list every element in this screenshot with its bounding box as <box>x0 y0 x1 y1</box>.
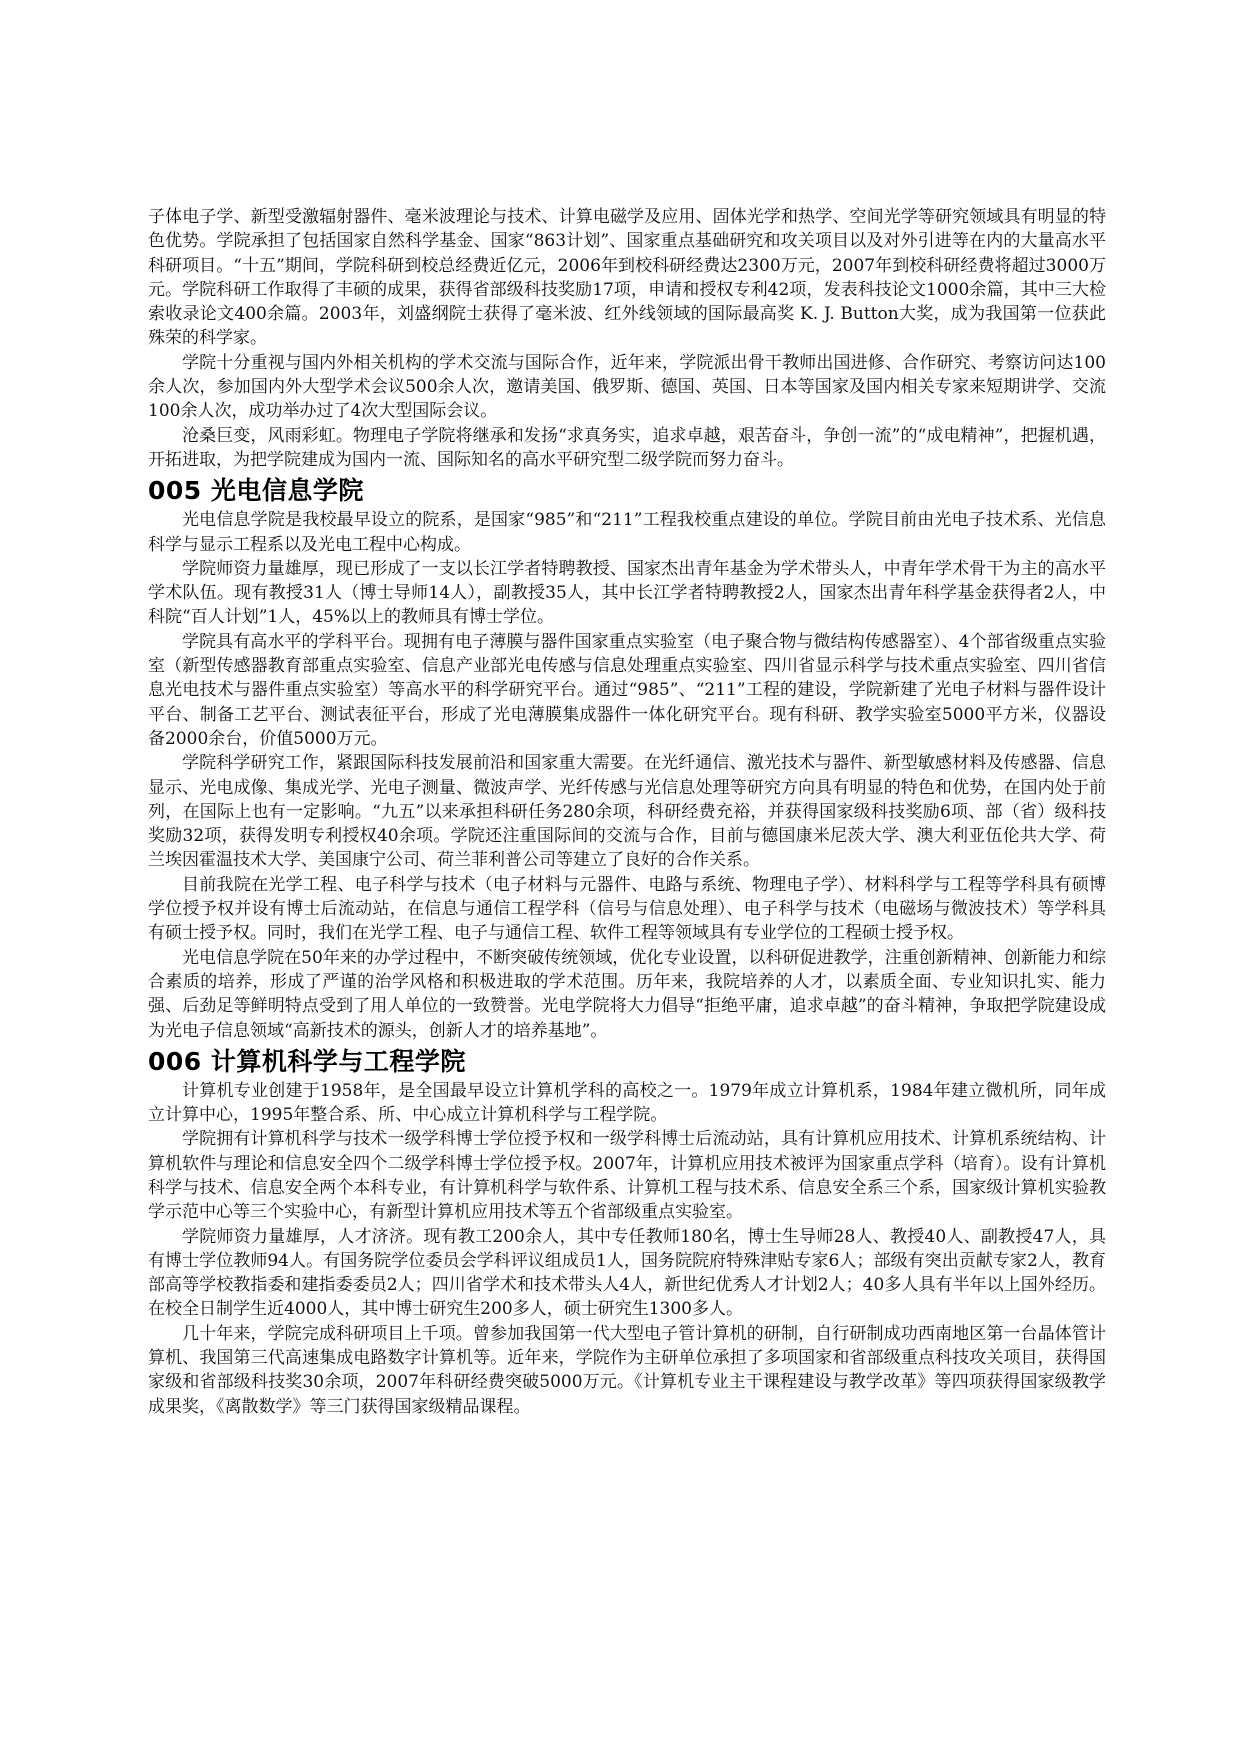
section-005-paragraph-1: 光电信息学院是我校最早设立的院系，是国家“985”和“211”工程我校重点建设的单位。学院目前由光电子技术系、光信息科学与显示工程系以及光电工程中心构成。 <box>148 510 1106 555</box>
intro-section <box>148 205 1106 472</box>
intro-paragraph-3: 沧桑巨变，风雨彩虹。物理电子学院将继承和发扬“求真务实，追求卓越，艰苦奋斗，争创一流”的“成电精神”，把握机遇，开拓进取，为把学院建成为国内一流、国际知名的高水平研究型二级学院而努力奋斗。 <box>148 425 1106 470</box>
section-006-paragraph-4: 几十年来，学院完成科研项目上千项。曾参加我国第一代大型电子管计算机的研制，自行研制成功西南地区第一台晶体管计算机、我国第三代高速集成电路数字计算机等。近年来，学院作为主研单位承担了多项国家和省部级重点科技攻关项目，获得国家级和省部级科技奖30余项，2007年科研经费突破5000万元。《计算机专业主干课程建设与教学改革》等四项获得国家级教学成果奖，《离散数学》等三门获得国家级精品课程。 <box>148 1323 1106 1417</box>
intro-paragraph-2: 学院十分重视与国内外相关机构的学术交流与国际合作，近年来，学院派出骨干教师出国进修、合作研究、考察访问达100余人次，参加国内外大型学术会议500余人次，邀请美国、俄罗斯、德国、英国、日本等国家及国内相关专家来短期讲学、交流100余人次，成功举办过了4次大型国际会议。 <box>148 352 1106 422</box>
section-005-paragraph-2: 学院师资力量雄厚，现已形成了一支以长江学者特聘教授、国家杰出青年基金为学术带头人，中青年学术骨干为主的高水平学术队伍。现有教授31人（博士导师14人），副教授35人，其中长江学者特聘教授2人，国家杰出青年科学基金获得者2人，中科院“百人计划”1人，45%以上的教师具有博士学位。 <box>148 558 1106 628</box>
intro-paragraph-1: 子体电子学、新型受激辐射器件、毫米波理论与技术、计算电磁学及应用、固体光学和热学、空间光学等研究领域具有明显的特色优势。学院承担了包括国家自然科学基金、国家“863计划”、国家重点基础研究和攻关项目以及对外引进等在内的大量高水平科研项目。“十五”期间，学院科研到校总经费近亿元，2006年到校科研经费达2300万元，2007年到校科研经费将超过3000万元。学院科研工作取得了丰硕的成果，获得省部级科技奖励17项，申请和授权专利42项，发表科技论文1000余篇，其中三大检索收录论文400余篇。2003年，刘盛纲院士获得了毫米波、红外线领域的国际最高奖 K. J. Button大奖，成为我国第一位获此殊荣的科学家。 <box>148 207 1106 349</box>
section-006-paragraph-1: 计算机专业创建于1958年，是全国最早设立计算机学科的高校之一。1979年成立计算机系，1984年建立微机所，同年成立计算中心，1995年整合系、所、中心成立计算机科学与工程学院。 <box>148 1080 1106 1126</box>
section-006 <box>148 1045 1106 1419</box>
section-006-paragraph-2: 学院拥有计算机科学与技术一级学科博士学位授予权和一级学科博士后流动站，具有计算机应用技术、计算机系统结构、计算机软件与理论和信息安全四个二级学科博士学位授予权。2007年，计算机应用技术被评为国家重点学科（培育）。设有计算机科学与技术、信息安全两个本科专业，有计算机科学与软件系、计算机工程与技术系、信息安全系三个系，国家级计算机实验教学示范中心等三个实验中心，有新型计算机应用技术等五个省部级重点实验室。 <box>148 1129 1106 1223</box>
section-006-heading: 006 计算机科学与工程学院 <box>148 1046 466 1076</box>
document-page <box>148 205 1106 1419</box>
section-005-paragraph-5: 目前我院在光学工程、电子科学与技术（电子材料与元器件、电路与系统、物理电子学）、材料科学与工程等学科具有硕博学位授予权并设有博士后流动站，在信息与通信工程学科（信号与信息处理）、电子科学与技术（电磁场与微波技术）等学科具有硕士授予权。同时，我们在光学工程、电子与通信工程、软件工程等领域具有专业学位的工程硕士授予权。 <box>148 874 1106 944</box>
section-005-paragraph-3: 学院具有高水平的学科平台。现拥有电子薄膜与器件国家重点实验室（电子聚合物与微结构传感器室）、4个部省级重点实验室（新型传感器教育部重点实验室、信息产业部光电传感与信息处理重点实验室、四川省显示科学与技术重点实验室、四川省信息光电技术与器件重点实验室）等高水平的科学研究平台。通过“985”、“211”工程的建设，学院新建了光电子材料与器件设计平台、制备工艺平台、测试表征平台，形成了光电薄膜集成器件一体化研究平台。现有科研、教学实验室5000平方米，仪器设备2000余台，价值5000万元。 <box>148 631 1106 749</box>
section-005-heading: 005 光电信息学院 <box>148 476 364 506</box>
section-005-paragraph-6: 光电信息学院在50年来的办学过程中，不断突破传统领域，优化专业设置，以科研促进教学，注重创新精神、创新能力和综合素质的培养，形成了严谨的治学风格和积极进取的学术范围。历年来，我院培养的人才，以素质全面、专业知识扎实、能力强、后劲足等鲜明特点受到了用人单位的一致赞誉。光电学院将大力倡导“拒绝平庸，追求卓越”的奋斗精神，争取把学院建设成为光电子信息领域“高新技术的源头，创新人才的培养基地”。 <box>148 947 1106 1041</box>
section-005-paragraph-4: 学院科学研究工作，紧跟国际科技发展前沿和国家重大需要。在光纤通信、激光技术与器件、新型敏感材料及传感器、信息显示、光电成像、集成光学、光电子测量、微波声学、光纤传感与光信息处理等研究方向具有明显的特色和优势，在国内处于前列，在国际上也有一定影响。“九五”以来承担科研任务280余项，科研经费充裕，并获得国家级科技奖励6项、部（省）级科技奖励32项，获得发明专利授权40余项。学院还注重国际间的交流与合作，目前与德国康米尼茨大学、澳大利亚伍伦共大学、荷兰埃因霍温技术大学、美国康宁公司、荷兰菲利普公司等建立了良好的合作关系。 <box>148 753 1106 871</box>
section-006-paragraph-3: 学院师资力量雄厚，人才济济。现有教工200余人，其中专任教师180名，博士生导师28人、教授40人、副教授47人，具有博士学位教师94人。有国务院学位委员会学科评议组成员1人，国务院院府特殊津贴专家6人；部级有突出贡献专家2人，教育部高等学校教指委和建指委委员2人；四川省学术和技术带头人4人，新世纪优秀人才计划2人；40多人具有半年以上国外经历。在校全日制学生近4000人，其中博士研究生200多人，硕士研究生1300多人。 <box>148 1226 1106 1320</box>
section-005 <box>148 474 1106 1043</box>
